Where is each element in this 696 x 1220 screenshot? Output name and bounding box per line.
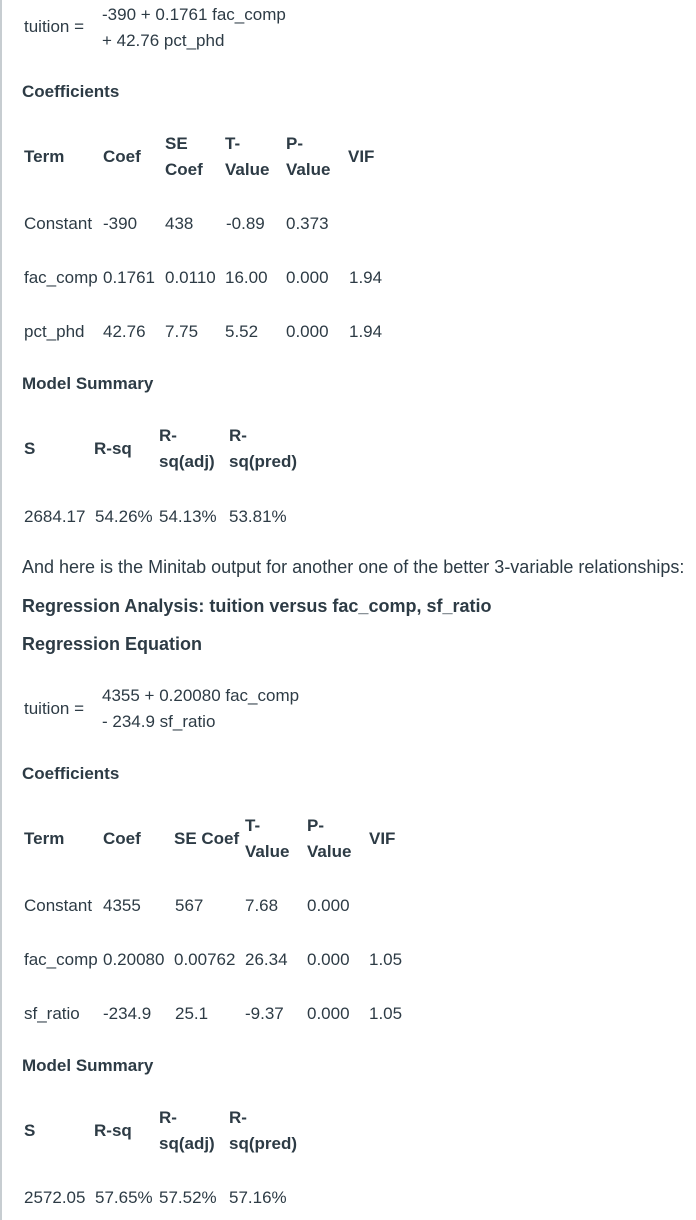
col-header-t-line2: Value (245, 842, 290, 861)
cell-se-coef: 0.00762 (174, 950, 236, 969)
cell-coef: -390 (103, 214, 138, 233)
equation-line-1: -390 + 0.1761 fac_comp (102, 5, 286, 24)
col-header-s: S (24, 439, 36, 458)
col-header-rsq-adj-line1: R- (159, 426, 177, 445)
cell-vif: 1.05 (369, 950, 403, 969)
col-header-t-line1: T- (225, 134, 241, 153)
cell-coef: 42.76 (103, 322, 146, 341)
equation-lhs: tuition = (24, 17, 85, 36)
cell-t-value: 16.00 (225, 268, 268, 287)
col-header-rsq-adj-line2: sq(adj) (159, 452, 215, 471)
cell-se-coef: 0.0110 (165, 268, 216, 287)
col-header-rsq: R-sq (94, 1121, 132, 1140)
regression-equation-heading: Regression Equation (22, 634, 203, 654)
coefficients-heading: Coefficients (22, 764, 120, 783)
col-header-coef: Coef (103, 829, 141, 848)
cell-se-coef: 7.75 (165, 322, 199, 341)
col-header-t-line1: T- (245, 816, 261, 835)
col-header-term: Term (24, 147, 65, 166)
cell-vif: 1.05 (369, 1004, 403, 1023)
model-summary-heading: Model Summary (22, 374, 154, 393)
col-header-se: SE Coef (174, 829, 240, 848)
col-header-s: S (24, 1121, 36, 1140)
cell-se-coef: 25.1 (175, 1004, 209, 1023)
col-header-rsq-pred-line1: R- (229, 426, 247, 445)
cell-rsq: 57.65% (95, 1188, 153, 1207)
col-header-term: Term (24, 829, 65, 848)
col-header-p-line2: Value (307, 842, 352, 861)
cell-coef: 4355 (103, 896, 141, 915)
cell-se-coef: 438 (165, 214, 194, 233)
cell-term: Constant (24, 896, 93, 915)
cell-vif: 1.94 (349, 322, 383, 341)
cell-rsq-pred: 57.16% (229, 1188, 287, 1207)
col-header-rsq-pred-line1: R- (229, 1108, 247, 1127)
cell-rsq-adj: 57.52% (159, 1188, 217, 1207)
col-header-rsq-pred-line2: sq(pred) (229, 452, 297, 471)
cell-p-value: 0.000 (307, 1004, 350, 1023)
cell-s: 2572.05 (24, 1188, 86, 1207)
cell-rsq-adj: 54.13% (159, 507, 217, 526)
cell-coef: -234.9 (103, 1004, 152, 1023)
col-header-rsq-adj-line2: sq(adj) (159, 1134, 215, 1153)
cell-term: fac_comp (24, 268, 98, 287)
col-header-se-line2: Coef (165, 160, 203, 179)
cell-coef: 0.20080 (103, 950, 165, 969)
cell-rsq-pred: 53.81% (229, 507, 287, 526)
cell-coef: 0.1761 (103, 268, 155, 287)
cell-p-value: 0.373 (286, 214, 329, 233)
analysis-title: Regression Analysis: tuition versus fac_comp, sf_ratio (22, 596, 492, 616)
cell-s: 2684.17 (24, 507, 86, 526)
cell-p-value: 0.000 (307, 896, 350, 915)
left-border (0, 0, 2, 1220)
cell-t-value: -9.37 (245, 1004, 284, 1023)
cell-vif: 1.94 (349, 268, 383, 287)
col-header-p-line1: P- (286, 134, 303, 153)
equation-line-2: - 234.9 sf_ratio (102, 712, 216, 731)
col-header-p-line1: P- (307, 816, 324, 835)
col-header-se-line1: SE (165, 134, 188, 153)
col-header-vif: VIF (369, 829, 396, 848)
equation-line-2: + 42.76 pct_phd (102, 31, 225, 50)
col-header-rsq-pred-line2: sq(pred) (229, 1134, 297, 1153)
cell-term: Constant (24, 214, 93, 233)
cell-term: fac_comp (24, 950, 98, 969)
cell-se-coef: 567 (175, 896, 204, 915)
cell-p-value: 0.000 (307, 950, 350, 969)
cell-rsq: 54.26% (95, 507, 153, 526)
col-header-coef: Coef (103, 147, 141, 166)
cell-term: pct_phd (24, 322, 85, 341)
model-summary-heading: Model Summary (22, 1056, 154, 1075)
col-header-vif: VIF (348, 147, 375, 166)
col-header-rsq: R-sq (94, 439, 132, 458)
col-header-t-line2: Value (225, 160, 270, 179)
intro-paragraph: And here is the Minitab output for another one of the better 3-variable relationships: (22, 557, 685, 577)
coefficients-heading: Coefficients (22, 82, 120, 101)
cell-t-value: 5.52 (225, 322, 259, 341)
cell-t-value: 26.34 (245, 950, 288, 969)
col-header-rsq-adj-line1: R- (159, 1108, 177, 1127)
col-header-p-line2: Value (286, 160, 331, 179)
cell-t-value: -0.89 (226, 214, 265, 233)
equation-lhs: tuition = (24, 699, 85, 718)
cell-t-value: 7.68 (245, 896, 279, 915)
cell-term: sf_ratio (24, 1004, 80, 1023)
cell-p-value: 0.000 (286, 322, 329, 341)
equation-line-1: 4355 + 0.20080 fac_comp (102, 686, 300, 705)
cell-p-value: 0.000 (286, 268, 329, 287)
